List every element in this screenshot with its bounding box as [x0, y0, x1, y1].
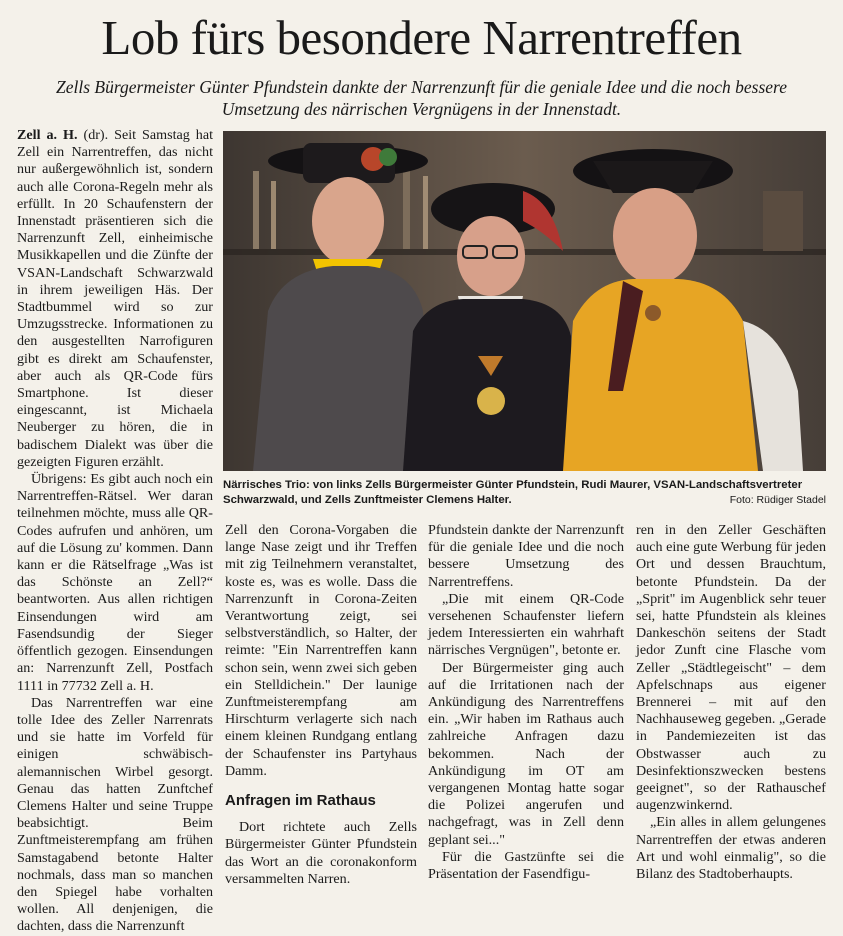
paragraph: „Ein alles in allem gelungenes Narrentreffen der etwas anderen Art und wohl einmalig", so die Bilanz des Stadtoberhaupts. — [636, 814, 826, 883]
photo-caption — [223, 478, 826, 508]
photo-credit: Foto: Rüdiger Stadel — [729, 494, 826, 506]
dateline: Zell a. H. — [17, 127, 78, 143]
caption-text: Närrisches Trio: von links Zells Bürgermeister Günter Pfundstein, Rudi Maurer, VSAN-Landschaftsvertreter Schwarzwald, und Zells Zunftmeister Clemens Halter. — [223, 479, 803, 506]
paragraph: Dort richtete auch Zells Bürgermeister Günter Pfundstein das Wort an die coronakonform versammelten Narren. — [225, 819, 417, 887]
article-column-1 — [17, 127, 213, 935]
paragraph: Das Narrentreffen war eine tolle Idee des Zeller Narrenrats und sie hatte im Vorfeld für einigen schwäbisch-alemannischen Wirbel gesorgt. Genau das hatten Zunftchef Clemens Halter und seine Truppe beabsichtigt. Beim Zunftmeisterempfang am frühen Samstagabend betonte Halter nochmals, dass man so manchen den Spiegel habe vorhalten wollen. All denjenigen, die dachten, dass die Narrenzunft — [17, 694, 213, 935]
article-column-3 — [428, 522, 624, 883]
article-column-4 — [636, 522, 826, 883]
paragraph: Der Bürgermeister ging auch auf die Irritationen nach der Ankündigung des Narrentreffens ein. „Wir haben im Rathaus auch zahlreiche Anfragen dazu bekommen. Nach der Ankündigung im OT am vergangenen Montag hatte sogar die Polizei angerufen und nachgefragt, was in Zell denn geplant sei..." — [428, 659, 624, 848]
paragraph: Zell den Corona-Vorgaben die lange Nase zeigt und ihr Treffen mit zig Teilnehmern veranstaltet, koste es, was es wolle. Dass die Narrenzunft in Corona-Zeiten Verantwortung zeigt, sei selbstverständlich, so Halter, der reimte: "Ein Narrentreffen kann schon sein, wenn zwei sich geben ein Stelldichein." Der launige Zunftmeisterempfang am Hirschturm verlagerte sich nach einem kleinen Rundgang entlang der Schaufenster ins Partyhaus Damm. — [225, 522, 417, 779]
group-photo — [223, 131, 826, 471]
paragraph: ren in den Zeller Geschäften auch eine gute Werbung für jeden Ort und dessen Brauchtum, betonte Pfundstein. Da der „Sprit" im Augenblick sehr teuer sei, hatte Pfundstein als kleines Dankeschön seitens der Stadt jedor Zunft cine Flasche vom Zeller „Städtlegeischt" – dem Apfelschnaps aus eigener Brennerei – mit auf den Nachhauseweg gegeben. „Gerade in Pandemiezeiten ist das Obstwasser auch zu Desinfektionszwecken bestens geeignet", so der Rathauschef augenzwinkernd. — [636, 522, 826, 814]
paragraph — [17, 127, 213, 471]
section-subtitle: Anfragen im Rathaus — [225, 792, 376, 810]
subheadline: Zells Bürgermeister Günter Pfundstein dankte der Narrenzunft für die geniale Idee und die noch bessere Umsetzung des närrischen Vergnügens in der Innenstadt. — [56, 77, 787, 119]
paragraph: Übrigens: Es gibt auch noch ein Narrentreffen-Rätsel. Wer daran teilnehmen möchte, muss alle QR-Codes aufrufen und anhören, um auf die Lösung zu' kommen. Dann kann er die Rätselfrage „Was ist das Schönste an Zell?“ beantworten. Aus allen richtigen Einsendungen wird am Fasendsundig der Sieger öffentlich gezogen. Einsendungen an: Narrenzunft Zell, Postfach 1111 in 77732 Zell a. H. — [17, 471, 213, 694]
paragraph: Pfundstein dankte der Narrenzunft für die geniale Idee und die noch bessere Umsetzung des Narrentreffens. — [428, 522, 624, 590]
paragraph: „Die mit einem QR-Code versehenen Schaufenster liefern jedem Interessierten ein wahrhaft närrisches Vergnügen", betonte er. — [428, 590, 624, 659]
article-column-2 — [225, 522, 417, 887]
paragraph-text: (dr). Seit Samstag hat Zell ein Narrentreffen, das nicht nur außergewöhnlich ist, sondern auch alle Corona-Regeln mehr als erfüllt. In 20 Schaufenstern der Innenstadt präsentieren sich die Narrenzunft Zell, einheimische Musikkapellen und die Zünfte der VSAN-Landschaft Schwarzwald in ihrem jeweiligen Häs. Der Stadtbummel wird so zur Umzugsstrecke. Informationen zu den ausgestellten Narrofiguren gibt es direkt am Schaufenster, aber auch als QR-Code fürs Smartphone. Ist dieser eingescannt, ist Michaela Neuberger zu hören, die in badischem Dialekt was über die gezeigten Figuren erzählt. — [17, 127, 213, 470]
headline: Lob fürs besondere Narrentreffen — [101, 10, 742, 65]
paragraph: Für die Gastzünfte sei die Präsentation der Fasendfigu- — [428, 848, 624, 883]
photo-illustration — [223, 131, 826, 471]
